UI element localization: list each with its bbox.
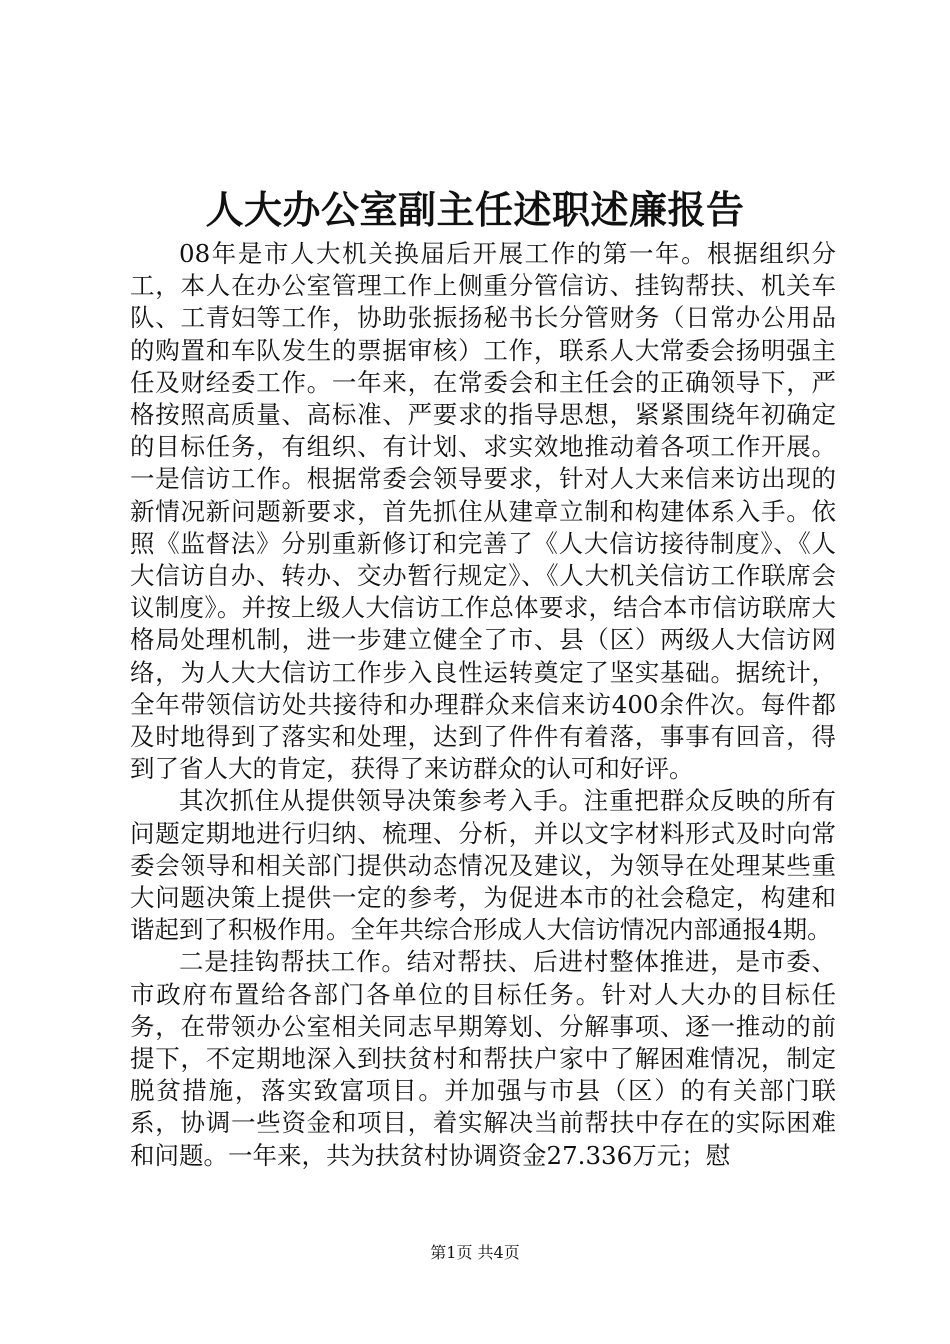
document-body	[130, 238, 836, 1172]
page-number: 第1页 共4页	[430, 1243, 520, 1262]
page-footer	[0, 1242, 950, 1264]
paragraph: 二是挂钩帮扶工作。结对帮扶、后进村整体推进，是市委、市政府布置给各部门各单位的目标任务。针对人大办的目标任务，在带领办公室相关同志早期筹划、分解事项、逐一推动的前提下，不定期地深入到扶贫村和帮扶户家中了解困难情况，制定脱贫措施，落实致富项目。并加强与市县（区）的有关部门联系，协调一些资金和项目，着实解决当前帮扶中存在的实际困难和问题。一年来，共为扶贫村协调资金27.336万元；慰	[130, 947, 836, 1170]
paragraph: 其次抓住从提供领导决策参考入手。注重把群众反映的所有问题定期地进行归纳、梳理、分析，并以文字材料形式及时向常委会领导和相关部门提供动态情况及建议，为领导在处理某些重大问题决策上提供一定的参考，为促进本市的社会稳定，构建和谐起到了积极作用。全年共综合形成人大信访情况内部通报4期。	[130, 786, 836, 945]
document-title: 人大办公室副主任述职述廉报告	[205, 187, 745, 232]
paragraph: 08年是市人大机关换届后开展工作的第一年。根据组织分工，本人在办公室管理工作上侧重分管信访、挂钩帮扶、机关车队、工青妇等工作，协助张振扬秘书长分管财务（日常办公用品的购置和车队发生的票据审核）工作，联系人大常委会扬明强主任及财经委工作。一年来，在常委会和主任会的正确领导下，严格按照高质量、高标准、严要求的指导思想，紧紧围绕年初确定的目标任务，有组织、有计划、求实效地推动着各项工作开展。一是信访工作。根据常委会领导要求，针对人大来信来访出现的新情况新问题新要求，首先抓住从建章立制和构建体系入手。依照《监督法》分别重新修订和完善了《人大信访接待制度》、《人大信访自办、转办、交办暂行规定》、《人大机关信访工作联席会议制度》。并按上级人大信访工作总体要求，结合本市信访联席大格局处理机制，进一步建立健全了市、县（区）两级人大信访网络，为人大大信访工作步入良性运转奠定了坚实基础。据统计，全年带领信访处共接待和办理群众来信来访400余件次。每件都及时地得到了落实和处理，达到了件件有着落，事事有回音，得到了省人大的肯定，获得了来访群众的认可和好评。	[130, 239, 836, 784]
